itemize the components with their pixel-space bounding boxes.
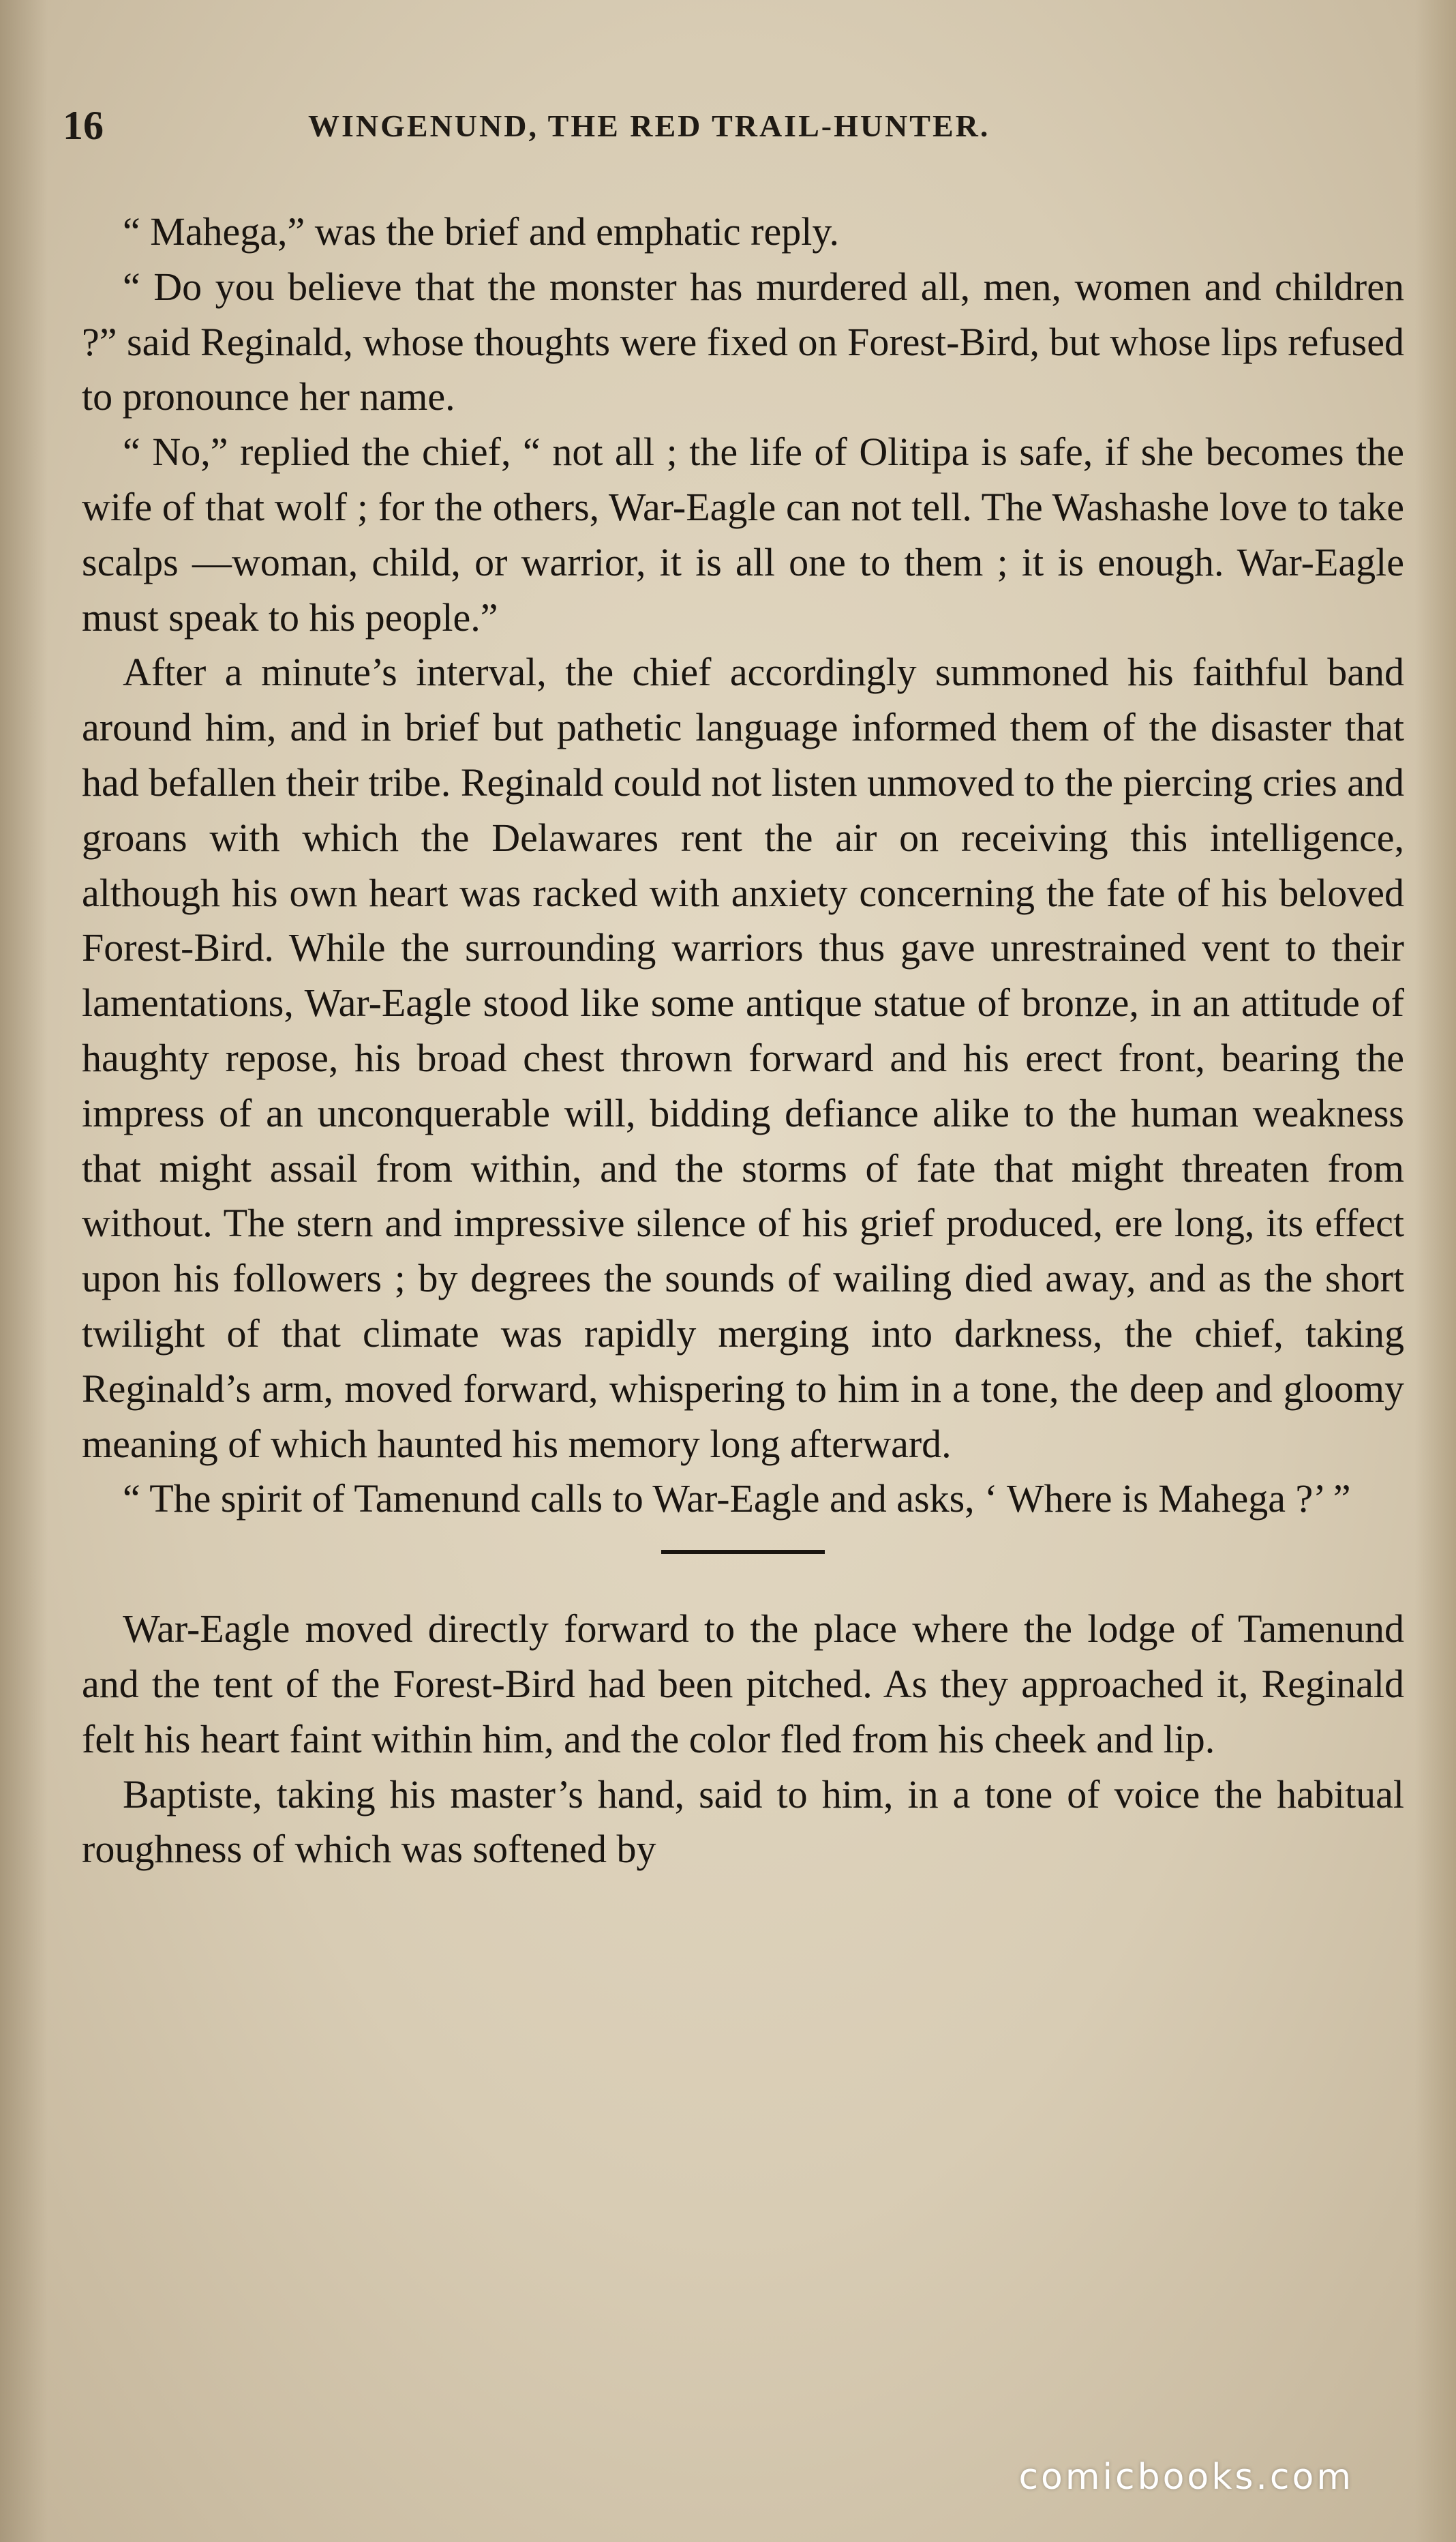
page-edge-shadow-left <box>0 0 48 2542</box>
section-divider <box>661 1550 825 1554</box>
paragraph: “ The spirit of Tamenund calls to War-Eagle and asks, ‘ Where is Mahega ?’ ” <box>123 1476 1351 1521</box>
running-title: WINGENUND, THE RED TRAIL-HUNTER. <box>308 108 990 143</box>
body-text <box>82 205 1404 1877</box>
paragraph: “ Do you believe that the monster has murdered all, men, women and children ?” said Reginald, whose thoughts were fixed on Forest-Bird, but whose lips refused to pronounce her name. <box>82 264 1404 419</box>
paragraph: After a minute’s interval, the chief accordingly summoned his faithful band around him, and in brief but pathetic language informed them of the disaster that had befallen their tribe. Reginald could not listen unmoved to the piercing cries and groans with which the Delawares rent the air on receiving this intelligence, although his own heart was racked with anxiety concerning the fate of his beloved Forest-Bird. While the surrounding warriors thus gave unrestrained vent to their lamentations, War-Eagle stood like some antique statue of bronze, in an attitude of haughty repose, his broad chest thrown forward and his erect front, bearing the impress of an unconquerable will, bidding defiance alike to the human weakness that might assail from within, and the storms of fate that might threaten from without. The stern and impressive silence of his grief produced, ere long, its effect upon his followers ; by degrees the sounds of wailing died away, and as the short twilight of that climate was rapidly merging into darkness, the chief, taking Reginald’s arm, moved forward, whispering to him in a tone, the deep and gloomy meaning of which haunted his memory long afterward. <box>82 650 1404 1466</box>
paragraph: “ Mahega,” was the brief and emphatic reply. <box>123 209 840 254</box>
page-number: 16 <box>63 103 104 148</box>
paragraph: “ No,” replied the chief, “ not all ; the life of Olitipa is safe, if she becomes the wife of that wolf ; for the others, War-Eagle can not tell. The Washashe love to take scalps —woman, child, or warrior, it is all one to them ; it is enough. War-Eagle must speak to his people.” <box>82 430 1404 640</box>
watermark: comicbooks.com <box>1018 2457 1354 2498</box>
page-edge-shadow-right <box>1415 0 1456 2542</box>
page-header <box>63 102 1399 157</box>
paragraph: Baptiste, taking his master’s hand, said to him, in a tone of voice the habitual roughness of which was softened by <box>82 1771 1404 1872</box>
paragraph: War-Eagle moved directly forward to the place where the lodge of Tamenund and the tent of the Forest-Bird had been pitched. As they approached it, Reginald felt his heart faint within him, and the color fled from his cheek and lip. <box>82 1606 1404 1761</box>
